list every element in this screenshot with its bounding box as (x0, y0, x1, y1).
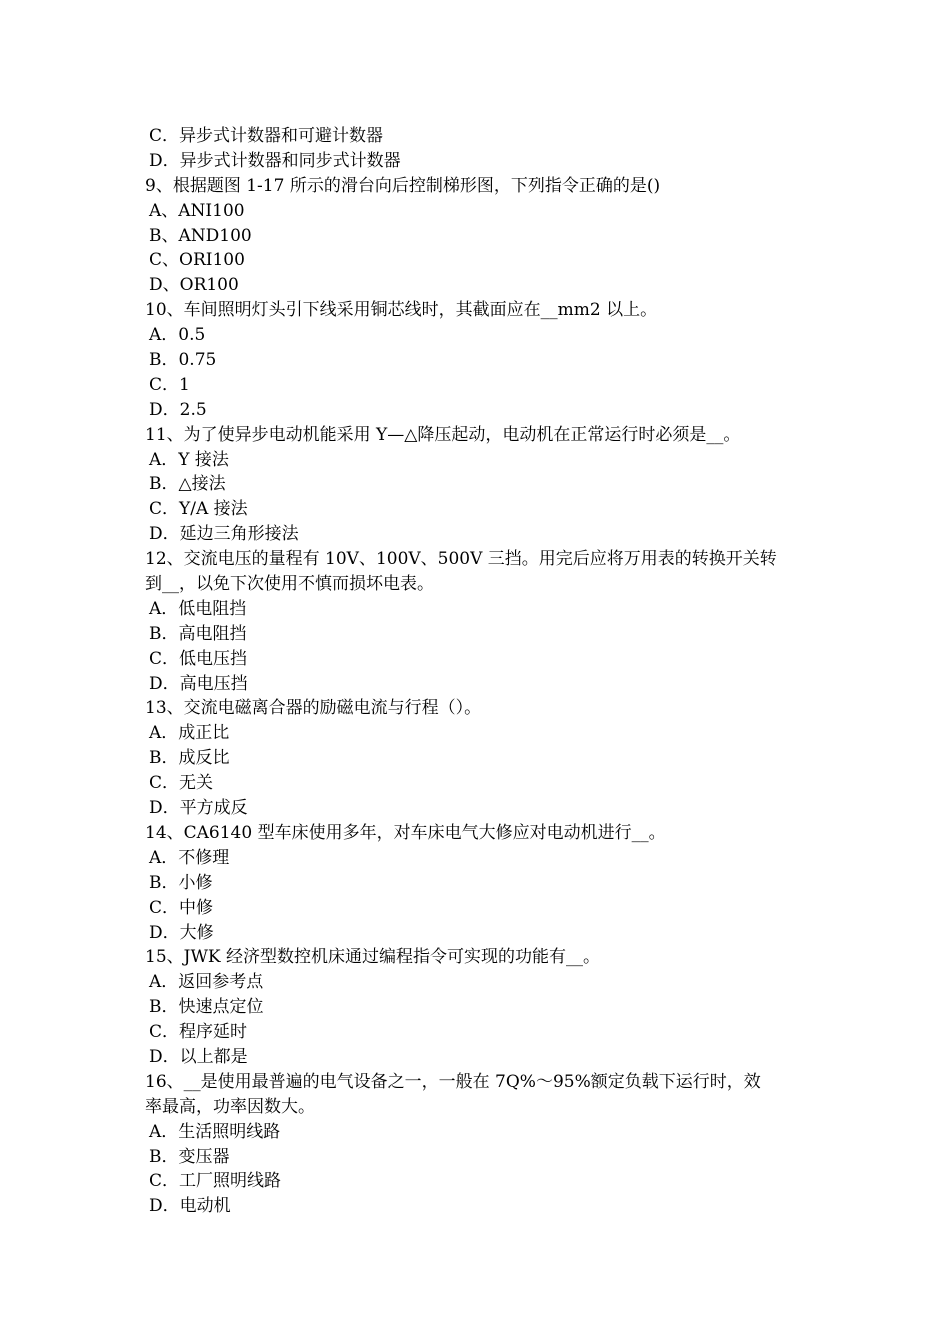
answer-option: B．高电阻挡 (149, 623, 247, 644)
answer-option: D、OR100 (149, 275, 239, 296)
answer-option: A．返回参考点 (149, 972, 264, 993)
question-text: 10、车间照明灯头引下线采用铜芯线时，其截面应在__mm2 以上。 (145, 300, 658, 321)
answer-option: C．中修 (149, 897, 214, 918)
question-text: 13、交流电磁离合器的励磁电流与行程（）。 (145, 698, 482, 719)
answer-option: A．Y 接法 (149, 449, 229, 470)
answer-option: D．平方成反 (149, 798, 248, 819)
answer-option: C、ORI100 (149, 250, 245, 271)
answer-option: B．变压器 (149, 1146, 230, 1167)
answer-option: D．高电压挡 (149, 673, 248, 694)
answer-option: B．快速点定位 (149, 997, 264, 1018)
answer-option: B．小修 (149, 872, 213, 893)
answer-option: C．工厂照明线路 (149, 1171, 282, 1192)
question-text: 到__，以免下次使用不慎而损坏电表。 (145, 574, 434, 595)
answer-option: D．大修 (149, 922, 214, 943)
question-list (145, 124, 815, 1219)
answer-option: C．程序延时 (149, 1022, 248, 1043)
answer-option: C．1 (149, 374, 190, 395)
answer-option: A．0.5 (149, 325, 206, 346)
question-text: 16、__是使用最普遍的电气设备之一，一般在 7Q%～95%额定负载下运行时，效 (145, 1071, 761, 1092)
answer-option: C．无关 (149, 773, 214, 794)
answer-option: D．2.5 (149, 399, 207, 420)
answer-option: C．低电压挡 (149, 648, 248, 669)
question-text: 11、为了使异步电动机能采用 Y—△降压起动，电动机在正常运行时必须是__。 (145, 424, 741, 445)
answer-option: D．延边三角形接法 (149, 524, 299, 545)
answer-option: A．低电阻挡 (149, 598, 247, 619)
answer-option: B．△接法 (149, 474, 226, 495)
answer-option: A、ANI100 (149, 200, 245, 221)
answer-option: C．Y/A 接法 (149, 499, 248, 520)
answer-option: A．成正比 (149, 723, 230, 744)
question-text: 率最高，功率因数大。 (145, 1096, 315, 1117)
answer-option: B．0.75 (149, 350, 217, 371)
answer-option: A．不修理 (149, 847, 230, 868)
answer-option: C．异步式计数器和可避计数器 (149, 126, 384, 146)
answer-option: A．生活照明线路 (149, 1121, 281, 1142)
answer-option: D．电动机 (149, 1196, 231, 1217)
answer-option: B．成反比 (149, 748, 230, 769)
answer-option: B、AND100 (149, 225, 252, 246)
answer-option: D．异步式计数器和同步式计数器 (149, 150, 401, 171)
question-text: 14、CA6140 型车床使用多年，对车床电气大修应对电动机进行__。 (145, 822, 666, 843)
question-text: 15、JWK 经济型数控机床通过编程指令可实现的功能有__。 (145, 947, 601, 968)
question-text: 9、根据题图 1-17 所示的滑台向后控制梯形图，下列指令正确的是() (145, 175, 661, 196)
question-text: 12、交流电压的量程有 10V、100V、500V 三挡。用完后应将万用表的转换开关转 (145, 549, 777, 570)
answer-option: D．以上都是 (149, 1046, 248, 1067)
